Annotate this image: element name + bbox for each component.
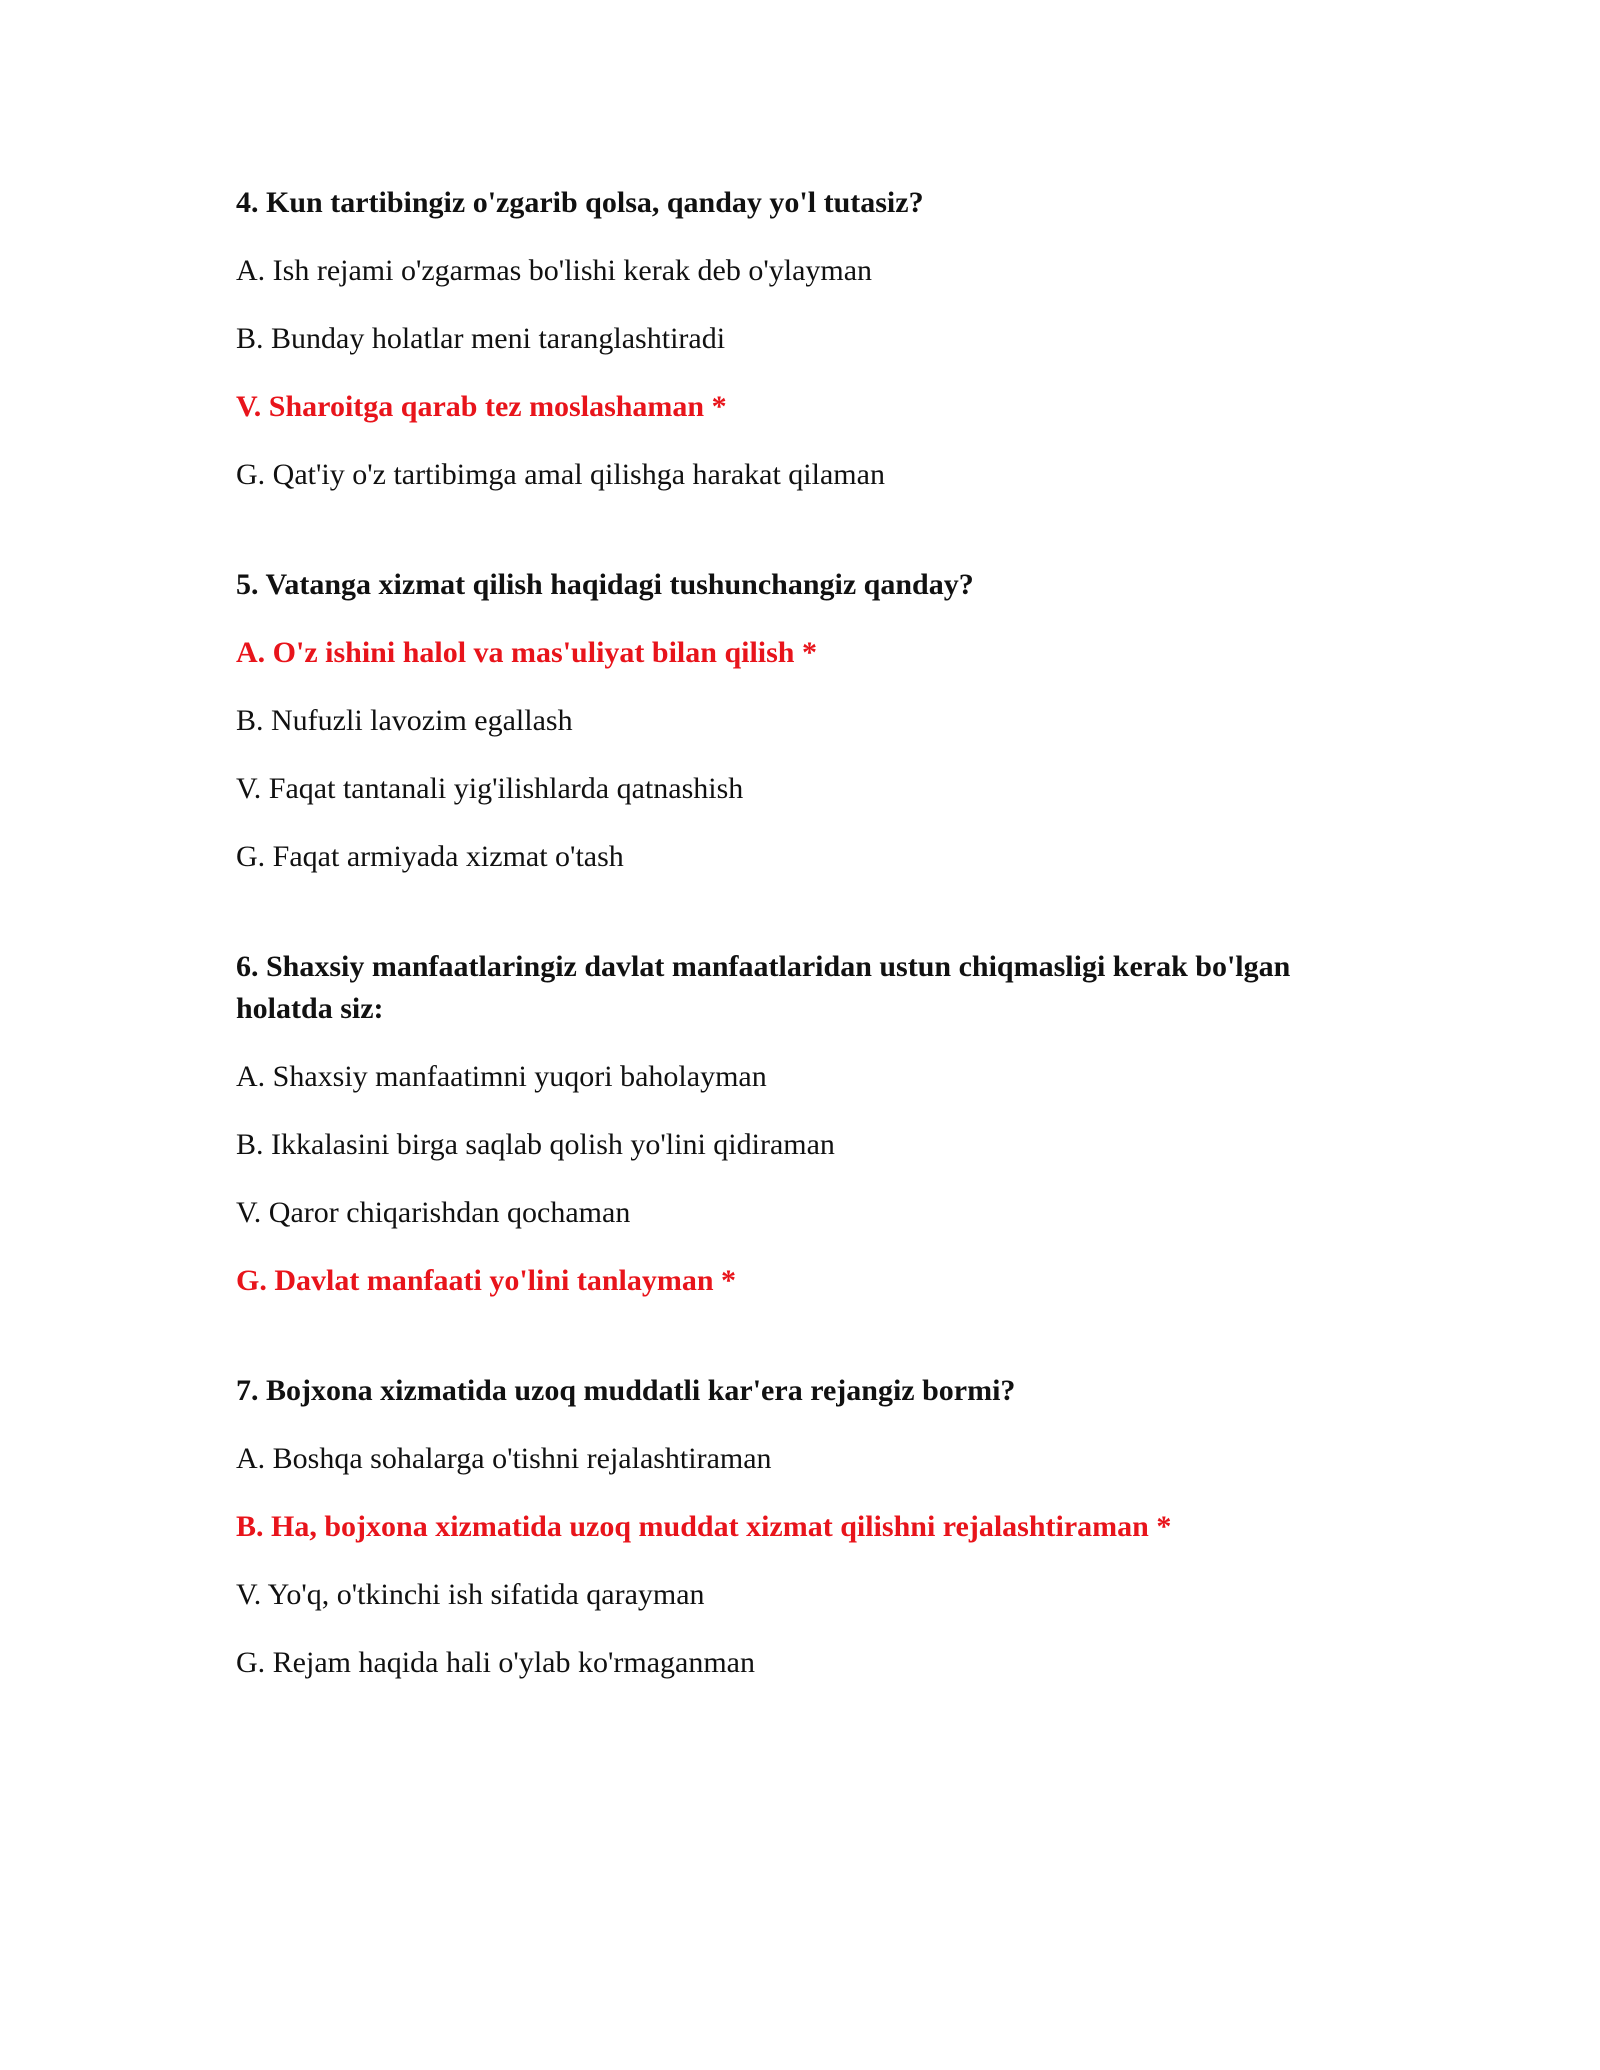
answer-option: B. Nufuzli lavozim egallash (236, 704, 573, 737)
answer-option: V. Faqat tantanali yig'ilishlarda qatnashish (236, 772, 744, 805)
answer-option-correct: V. Sharoitga qarab tez moslashaman * (236, 390, 727, 423)
question-text: 4. Kun tartibingiz o'zgarib qolsa, qanday yo'l tutasiz? (236, 186, 924, 219)
answer-options (236, 1438, 1364, 1684)
question-block-7 (236, 1370, 1364, 1684)
answer-option: B. Ikkalasini birga saqlab qolish yo'lini qidiraman (236, 1128, 835, 1161)
answer-options (236, 632, 1364, 878)
question-text: 6. Shaxsiy manfaatlaringiz davlat manfaatlaridan ustun chiqmasligi kerak bo'lgan holatda siz: (236, 950, 1291, 1025)
answer-option: G. Rejam haqida hali o'ylab ko'rmaganman (236, 1646, 755, 1679)
question-text: 7. Bojxona xizmatida uzoq muddatli kar'era rejangiz bormi? (236, 1374, 1016, 1407)
question-block-6 (236, 946, 1364, 1302)
question-block-4 (236, 182, 1364, 496)
answer-option: A. Boshqa sohalarga o'tishni rejalashtiraman (236, 1442, 772, 1475)
answer-option: V. Yo'q, o'tkinchi ish sifatida qarayman (236, 1578, 705, 1611)
question-block-5 (236, 564, 1364, 878)
answer-option: V. Qaror chiqarishdan qochaman (236, 1196, 631, 1229)
answer-option: G. Faqat armiyada xizmat o'tash (236, 840, 624, 873)
answer-option-correct: G. Davlat manfaati yo'lini tanlayman * (236, 1264, 737, 1297)
answer-options (236, 1056, 1364, 1302)
answer-option: G. Qat'iy o'z tartibimga amal qilishga harakat qilaman (236, 458, 885, 491)
question-text: 5. Vatanga xizmat qilish haqidagi tushunchangiz qanday? (236, 568, 974, 601)
answer-option-correct: A. O'z ishini halol va mas'uliyat bilan qilish * (236, 636, 817, 669)
answer-options (236, 250, 1364, 496)
answer-option: A. Ish rejami o'zgarmas bo'lishi kerak deb o'ylayman (236, 254, 873, 287)
answer-option: A. Shaxsiy manfaatimni yuqori baholayman (236, 1060, 767, 1093)
answer-option: B. Bunday holatlar meni taranglashtiradi (236, 322, 726, 355)
answer-option-correct: B. Ha, bojxona xizmatida uzoq muddat xizmat qilishni rejalashtiraman * (236, 1510, 1172, 1543)
